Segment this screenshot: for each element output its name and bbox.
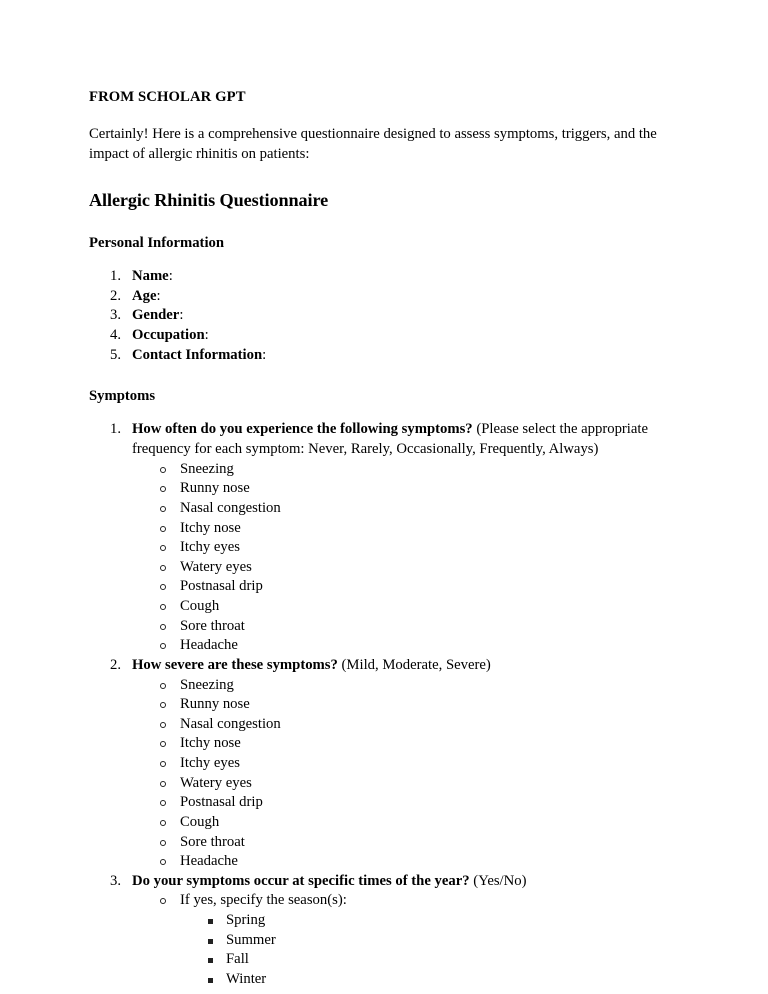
sub-sub-list-item xyxy=(180,970,673,990)
list-item xyxy=(89,420,673,656)
numbered-list xyxy=(89,420,673,989)
sub-sub-list-item xyxy=(180,931,673,951)
sub-list-item-label: Headache xyxy=(180,853,238,870)
sub-list-item-label: Headache xyxy=(180,637,238,654)
sub-list-item-label: Itchy eyes xyxy=(180,539,240,556)
circle-bullet-icon xyxy=(160,486,166,492)
sub-list-item-label: Watery eyes xyxy=(180,774,252,791)
list-item-detail: : xyxy=(262,346,267,363)
sub-list-item xyxy=(132,676,673,696)
circle-bullet-icon xyxy=(160,722,166,728)
sub-list-item xyxy=(132,734,673,754)
circle-bullet-icon xyxy=(160,761,166,767)
list-item-detail: : xyxy=(179,307,184,324)
list-item-label: Occupation xyxy=(132,327,205,344)
sub-sub-list-item-label: Spring xyxy=(226,912,266,929)
circle-bullet-icon xyxy=(160,702,166,708)
section-heading: Personal Information xyxy=(89,235,225,252)
sub-list-item xyxy=(132,813,673,833)
list-item-detail: (Mild, Moderate, Severe) xyxy=(337,656,491,673)
list-item-label: Contact Information xyxy=(132,346,263,363)
sub-list-item xyxy=(132,833,673,853)
sub-list-item xyxy=(132,479,673,499)
circle-bullet-icon xyxy=(160,565,166,571)
sub-list-item xyxy=(132,538,673,558)
list-item-detail: : xyxy=(156,287,161,304)
section-heading: Symptoms xyxy=(89,388,156,405)
circle-bullet-icon xyxy=(160,840,166,846)
sub-list xyxy=(132,676,673,872)
circle-bullet-icon xyxy=(160,506,166,512)
sub-list-item xyxy=(132,636,673,656)
circle-bullet-icon xyxy=(160,800,166,806)
sub-sub-list-item-label: Fall xyxy=(226,951,249,968)
sub-list xyxy=(132,891,673,989)
sub-list-item xyxy=(132,519,673,539)
circle-bullet-icon xyxy=(160,898,166,904)
sub-list-item-label: Nasal congestion xyxy=(180,715,281,732)
sub-list-item xyxy=(132,577,673,597)
list-item-label: Gender xyxy=(132,307,180,324)
sub-sub-list-item xyxy=(180,911,673,931)
circle-bullet-icon xyxy=(160,545,166,551)
circle-bullet-icon xyxy=(160,584,166,590)
source-attribution: FROM SCHOLAR GPT xyxy=(89,89,246,105)
list-item-detail: : xyxy=(204,327,209,344)
sub-list-item-label: If yes, specify the season(s): xyxy=(180,892,347,909)
sub-list-item-label: Sore throat xyxy=(180,617,245,634)
sub-list-item-label: Watery eyes xyxy=(180,558,252,575)
list-item-number: 2. xyxy=(110,287,122,304)
sub-list-item-label: Itchy nose xyxy=(180,519,241,536)
list-item-number: 5. xyxy=(110,346,122,363)
list-item-label: Age xyxy=(132,287,157,304)
sub-list-item xyxy=(132,774,673,794)
sub-list-item-label: Postnasal drip xyxy=(180,578,263,595)
sub-list-item-label: Cough xyxy=(180,598,220,615)
sub-list-item xyxy=(132,852,673,872)
list-item xyxy=(89,267,673,287)
circle-bullet-icon xyxy=(160,741,166,747)
sub-list-item xyxy=(132,715,673,735)
sub-list-item-label: Itchy nose xyxy=(180,735,241,752)
sub-list-item xyxy=(132,460,673,480)
intro-paragraph: Certainly! Here is a comprehensive questionnaire designed to assess symptoms, triggers, and the impact of allergic rhinitis on patients: xyxy=(89,126,657,163)
sub-list-item xyxy=(132,754,673,774)
circle-bullet-icon xyxy=(160,624,166,630)
sections-container xyxy=(89,234,673,989)
sub-sub-list-item xyxy=(180,950,673,970)
circle-bullet-icon xyxy=(160,859,166,865)
list-item-detail: (Yes/No) xyxy=(469,872,527,889)
sub-list-item xyxy=(132,793,673,813)
sub-list-item-label: Nasal congestion xyxy=(180,499,281,516)
list-item-number: 3. xyxy=(110,872,122,889)
sub-list-item-label: Sneezing xyxy=(180,676,234,693)
sub-list-item xyxy=(132,499,673,519)
circle-bullet-icon xyxy=(160,781,166,787)
square-bullet-icon xyxy=(208,919,213,924)
square-bullet-icon xyxy=(208,978,213,983)
square-bullet-icon xyxy=(208,958,213,963)
sub-list-item-label: Sore throat xyxy=(180,833,245,850)
square-bullet-icon xyxy=(208,939,213,944)
list-item-label: How often do you experience the following symptoms? xyxy=(132,421,473,438)
numbered-list xyxy=(89,267,673,365)
sub-list-item xyxy=(132,891,673,989)
list-item xyxy=(89,656,673,872)
sub-list-item xyxy=(132,695,673,715)
list-item-number: 4. xyxy=(110,327,122,344)
circle-bullet-icon xyxy=(160,643,166,649)
circle-bullet-icon xyxy=(160,683,166,689)
sub-list-item-label: Itchy eyes xyxy=(180,755,240,772)
circle-bullet-icon xyxy=(160,820,166,826)
list-item-label: How severe are these symptoms? xyxy=(132,656,338,673)
sub-list-item-label: Postnasal drip xyxy=(180,794,263,811)
sub-list-item xyxy=(132,558,673,578)
list-item xyxy=(89,326,673,346)
sub-list-item xyxy=(132,597,673,617)
list-item-detail: (Please select the appropriate frequency for each symptom: Never, Rarely, Occasionally, Frequently, Always) xyxy=(132,421,649,458)
list-item xyxy=(89,306,673,326)
sub-list-item-label: Sneezing xyxy=(180,460,234,477)
list-item-label: Do your symptoms occur at specific times of the year? xyxy=(132,872,470,889)
sub-list xyxy=(132,460,673,656)
sub-sub-list-item-label: Winter xyxy=(226,970,267,987)
document-title: Allergic Rhinitis Questionnaire xyxy=(89,190,329,211)
circle-bullet-icon xyxy=(160,467,166,473)
list-item-number: 3. xyxy=(110,307,122,324)
list-item-number: 2. xyxy=(110,656,122,673)
list-item xyxy=(89,872,673,990)
sub-sub-list xyxy=(180,911,673,990)
sub-list-item-label: Cough xyxy=(180,813,220,830)
sub-list-item-label: Runny nose xyxy=(180,696,250,713)
circle-bullet-icon xyxy=(160,604,166,610)
list-item xyxy=(89,346,673,366)
circle-bullet-icon xyxy=(160,526,166,532)
list-item-number: 1. xyxy=(110,268,122,285)
sub-sub-list-item-label: Summer xyxy=(226,931,276,948)
list-item-number: 1. xyxy=(110,421,122,438)
list-item-detail: : xyxy=(168,268,173,285)
list-item xyxy=(89,287,673,307)
sub-list-item-label: Runny nose xyxy=(180,480,250,497)
list-item-label: Name xyxy=(132,268,169,285)
sub-list-item xyxy=(132,617,673,637)
